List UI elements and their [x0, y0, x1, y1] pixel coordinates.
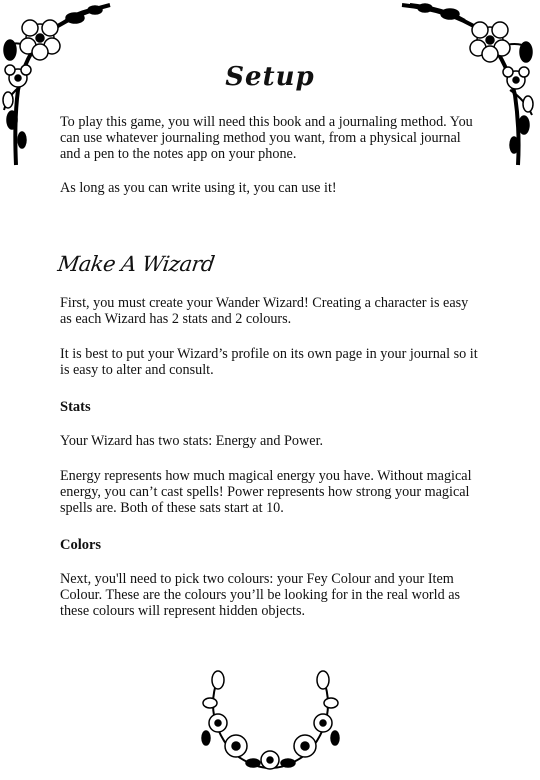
colors-heading: Colors [60, 537, 102, 553]
page-title: Setup [225, 62, 315, 92]
section-heading: Make A Wizard [56, 252, 216, 276]
intro-paragraph: To play this game, you will need this book and a journaling method. You can use whatever journaling method you want, from a physical journal and a pen to the notes app on your phone. [60, 114, 473, 162]
stats-heading: Stats [60, 399, 91, 415]
stats-paragraph: Your Wizard has two stats: Energy and Power. [60, 433, 324, 449]
colors-paragraph: Next, you'll need to pick two colours: your Fey Colour and your Item Colour. These are the colours you’ll be looking for in the real world as these colours will represent hidden objects. [60, 571, 461, 619]
intro-paragraph: As long as you can write using it, you can use it! [60, 180, 337, 196]
make-wizard-paragraph: First, you must create your Wander Wizard! Creating a character is easy as each Wizard has 2 stats and 2 colours. [60, 295, 469, 327]
make-wizard-paragraph: It is best to put your Wizard’s profile on its own page in your journal so it is easy to alter and consult. [60, 346, 478, 378]
stats-paragraph: Energy represents how much magical energy you have. Without magical energy, you can’t cast spells! Power represents how strong your magical spells are. Both of these sats start at 10. [60, 468, 472, 516]
floral-wreath-icon [198, 668, 343, 773]
